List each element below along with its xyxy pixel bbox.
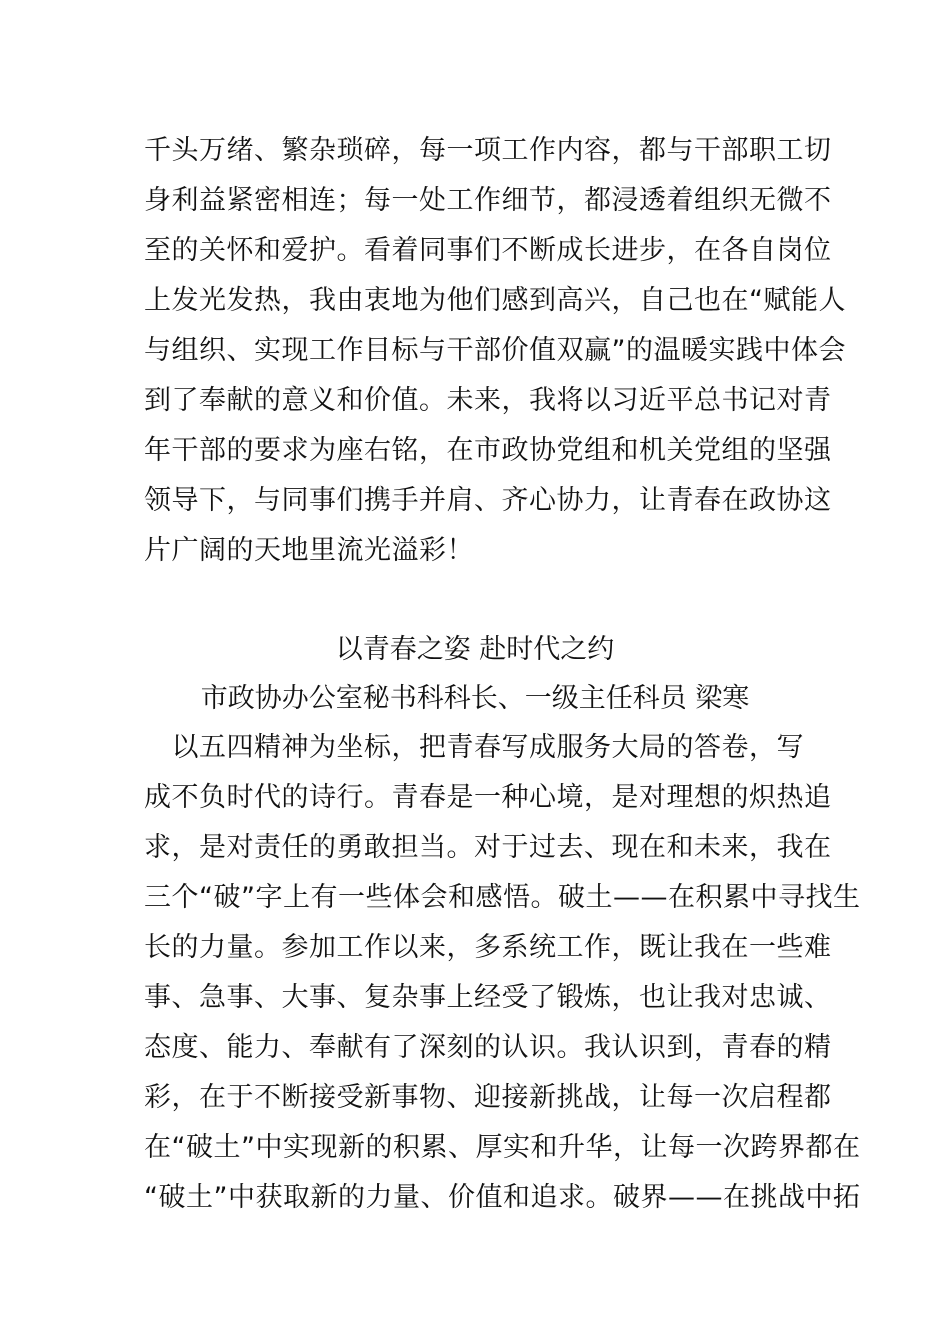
article-title: 以青春之姿 赴时代之约: [335, 634, 615, 665]
text-line: 千头万绪、繁杂琐碎，每一项工作内容，都与干部职工切: [144, 135, 832, 166]
text-line: 片广阔的天地里流光溢彩！: [144, 535, 474, 566]
text-line: 三个“破”字上有一些体会和感悟。破土——在积累中寻找生: [144, 882, 861, 913]
paragraph-body: [144, 723, 861, 1223]
paragraph-continued: [144, 126, 846, 576]
text-line: 成不负时代的诗行。青春是一种心境，是对理想的炽热追: [144, 782, 832, 813]
text-line: 与组织、实现工作目标与干部价值双赢”的温暖实践中体会: [144, 335, 846, 366]
article-byline: 市政协办公室秘书科科长、一级主任科员 梁寒: [200, 683, 750, 714]
text-line: 上发光发热，我由衷地为他们感到高兴，自己也在“赋能人: [144, 285, 846, 316]
text-line: “破土”中获取新的力量、价值和追求。破界——在挑战中拓: [144, 1182, 861, 1213]
text-line: 到了奉献的意义和价值。未来，我将以习近平总书记对青: [144, 385, 832, 416]
text-line: 彩，在于不断接受新事物、迎接新挑战，让每一次启程都: [144, 1082, 832, 1113]
text-line: 以五四精神为坐标，把青春写成服务大局的答卷，写: [144, 732, 804, 763]
text-line: 至的关怀和爱护。看着同事们不断成长进步，在各自岗位: [144, 235, 832, 266]
text-line: 事、急事、大事、复杂事上经受了锻炼，也让我对忠诚、: [144, 982, 832, 1013]
text-line: 年干部的要求为座右铭，在市政协党组和机关党组的坚强: [144, 435, 832, 466]
text-line: 领导下，与同事们携手并肩、齐心协力，让青春在政协这: [144, 485, 832, 516]
text-line: 长的力量。参加工作以来，多系统工作，既让我在一些难: [144, 932, 832, 963]
text-line: 求，是对责任的勇敢担当。对于过去、现在和未来，我在: [144, 832, 832, 863]
text-line: 在“破土”中实现新的积累、厚实和升华，让每一次跨界都在: [144, 1132, 861, 1163]
text-line: 态度、能力、奉献有了深刻的认识。我认识到，青春的精: [144, 1032, 832, 1063]
text-line: 身利益紧密相连；每一处工作细节，都浸透着组织无微不: [144, 185, 832, 216]
